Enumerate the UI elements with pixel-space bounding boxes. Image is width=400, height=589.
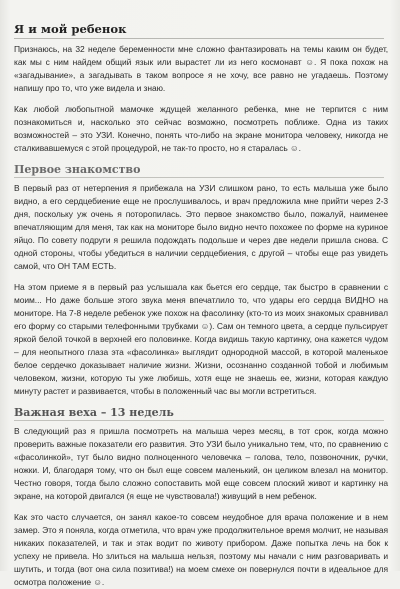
first-meeting-paragraph-1: В первый раз от нетерпения я прибежала на УЗИ слишком рано, то есть малыша уже было видно, а его сердцебиение еще не прослушивалось, и врач предложила мне прийти через 2-3 дня, поскольку уж очень я поторопилась. Это первое знакомство было, пожалуй, наименее впечатляющим для меня, так как на мониторе было видно нечто похожее по форме на куриное яйцо. По совету подруги я решила подождать подольше и через две недели пришла снова. С одной стороны, чтобы убедиться в наличии сердцебиения, с другой – чтобы еще раз увидеть самой, что ОН ТАМ ЕСТЬ. <box>14 183 388 271</box>
section-13-weeks <box>14 406 388 589</box>
thirteen-weeks-paragraph-2: Как это часто случается, он занял какое-то совсем неудобное для врача положение и в нем замер. Это я поняла, когда отметила, что врач уже продолжительное время молчит, не называя никаких показателей, и так и этак водит по животу прибором. Даже попытка лечь на бок к успеху не привела. Но злиться на малыша нельзя, поэтому мы начали с ним разговаривать и шутить, и тогда (вот она сила позитива!) на моем смехе он повернулся почти в идеальное для осмотра положение ☺. <box>14 512 388 587</box>
section-first-meeting <box>14 163 388 398</box>
section-heading-13-weeks: Важная веха – 13 недель <box>14 406 384 421</box>
intro-paragraph-1: Признаюсь, на 32 неделе беременности мне сложно фантазировать на темы каким он будет, как мы с ним найдем общий язык или вырастет ли из него космонавт ☺. Я пока похож на «загадывание», а загадывать в таком вопросе я не хочу, все равно не угадаешь. Поэтому напишу про то, что уже видела и знаю. <box>14 44 388 93</box>
thirteen-weeks-paragraph-1: В следующий раз я пришла посмотреть на малыша через месяц, в тот срок, когда можно проверить важные показатели его развития. Это УЗИ было уникально тем, что, по сравнению с «фасолинкой», тут было видно полноценного человечка – голова, тело, позвоночник, ручки, ножки. И, благодаря тому, что он был еще совсем маленький, он целиком влезал на монитор. Честно говоря, тогда было сложно сопоставить мой еще совсем плоский живот и картинку на экране, на которой двигался (я еще не чувствовала!) живущий в нем ребенок. <box>14 426 388 501</box>
section-heading-first-meeting: Первое знакомство <box>14 163 384 178</box>
intro-section <box>14 43 388 155</box>
intro-paragraph-2: Как любой любопытной мамочке ждущей желанного ребенка, мне не терпится с ним познакомиться и, насколько это сейчас возможно, посмотреть поближе. Одна из таких возможностей – это УЗИ. Конечно, понять что-либо на экране монитора человеку, никогда не сталкивавшемуся с этой процедурой, не так-то просто, но я старалась ☺. <box>14 104 388 153</box>
page-title: Я и мой ребенок <box>14 22 384 39</box>
first-meeting-paragraph-2: На этом приеме я в первый раз услышала как бьется его сердце, так быстро в сравнении с моим... Но даже больше этого звука меня впечатлило то, что удары его сердца ВИДНО на мониторе. На 7-8 неделе ребенок уже похож на фасолинку (кто-то из моих знакомых сравнивал его форму со старыми телефонными трубками ☺). Сам он темного цвета, а сердце пульсирует яркой белой точкой в верхней его половинке. Когда видишь такую картинку, она кажется чудом – для неопытного глаза эта «фасолинка» выглядит однородной массой, в которой маленькое белое сердечко доказывает наличие жизни. Жизни, осознанно созданной тобой и любимым человеком, жизни, которую ты уже любишь, хотя еще не знаешь ее, жизни, которая каждую минуту растет и развивается, чтобы в положенный час вы могли встретиться. <box>14 282 388 396</box>
